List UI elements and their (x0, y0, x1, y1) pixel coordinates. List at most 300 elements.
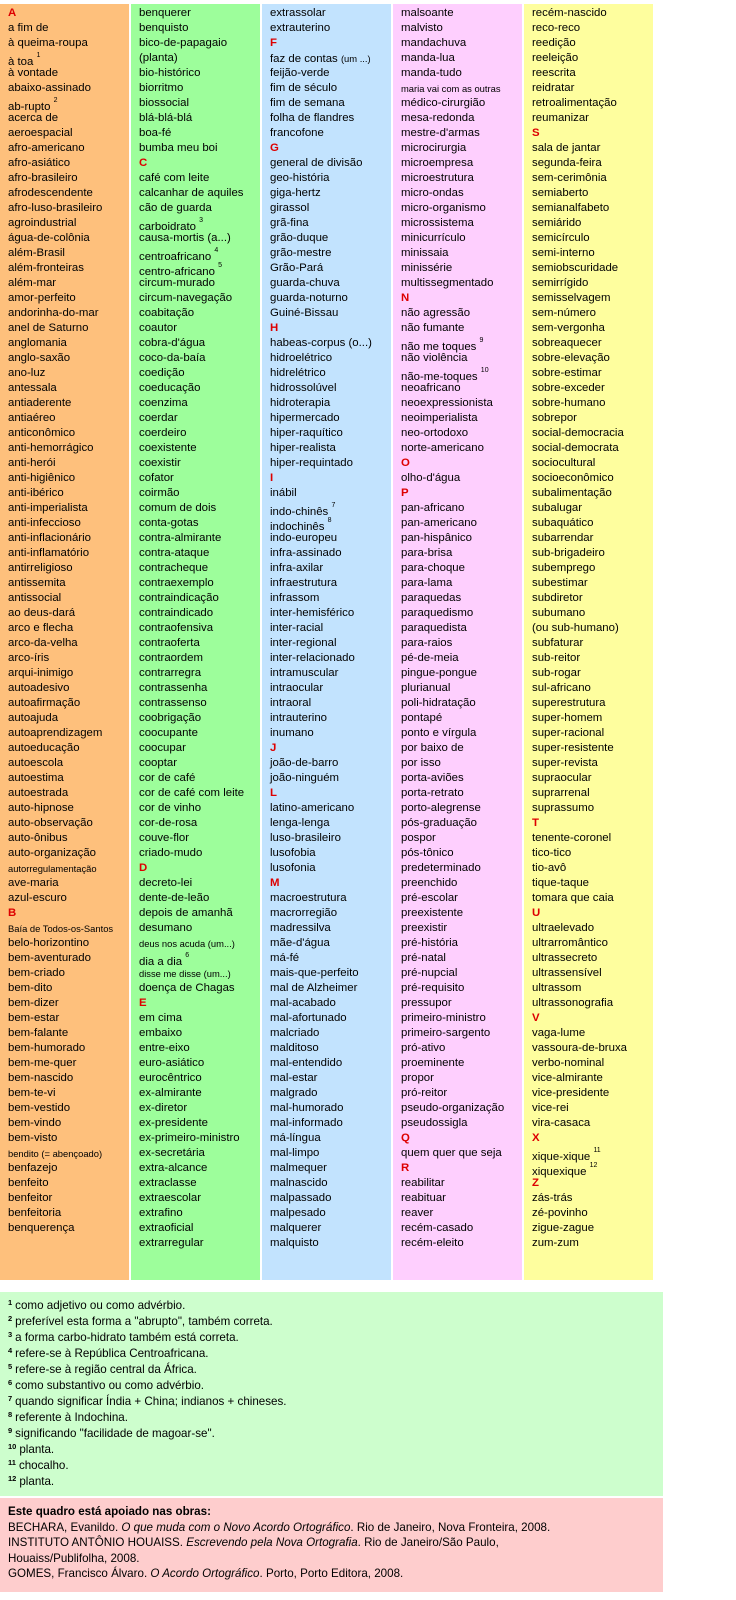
word-entry (270, 1071, 391, 1086)
entry-text: coabitação (139, 307, 195, 319)
word-entry (401, 171, 522, 186)
footnote-marker: 11 (593, 1147, 601, 1154)
word-entry (270, 111, 391, 126)
word-entry (8, 66, 129, 81)
entry-text: contra-ataque (139, 547, 210, 559)
footnote (8, 1314, 663, 1330)
word-entry (270, 216, 391, 231)
footnote-number: 8 (8, 1410, 13, 1419)
word-entry (532, 861, 653, 876)
entry-text: Grão-Pará (270, 262, 324, 274)
word-entry (270, 1086, 391, 1101)
word-entry (532, 636, 653, 651)
word-entry (401, 381, 522, 396)
word-entry (139, 1236, 260, 1251)
entry-text: primeiro-sargento (401, 1027, 491, 1039)
entry-text: agroindustrial (8, 217, 77, 229)
entry-text: malpassado (270, 1192, 332, 1204)
word-entry (270, 846, 391, 861)
word-entry (532, 546, 653, 561)
entry-text: mal de Alzheimer (270, 982, 358, 994)
word-entry (532, 186, 653, 201)
section-letter (8, 906, 129, 921)
word-entry (139, 711, 260, 726)
word-entry (532, 756, 653, 771)
entry-text: general de divisão (270, 157, 363, 169)
entry-text: contraofensiva (139, 622, 214, 634)
entry-text: bem-criado (8, 967, 65, 979)
reference-entry (8, 1520, 663, 1536)
word-entry (139, 96, 260, 111)
word-entry (139, 246, 260, 261)
entry-text: autoafirmação (8, 697, 81, 709)
word-entry (532, 471, 653, 486)
entry-text: vice-almirante (532, 1072, 603, 1084)
entry-text: mesa-redonda (401, 112, 475, 124)
word-entry (8, 696, 129, 711)
entry-text: mal-estar (270, 1072, 318, 1084)
entry-text: à vontade (8, 67, 59, 79)
entry-text: ultrassensível (532, 967, 602, 979)
entry-text: hidroterapia (270, 397, 331, 409)
word-entry (532, 306, 653, 321)
entry-text: preexistir (401, 922, 448, 934)
footnote-number: 10 (8, 1442, 17, 1451)
reference-text: GOMES, Francisco Álvaro. (8, 1567, 151, 1580)
entry-text: bem-te-vi (8, 1087, 56, 1099)
entry-text: pós-graduação (401, 817, 477, 829)
word-entry (8, 381, 129, 396)
word-entry (532, 771, 653, 786)
entry-text: pré-natal (401, 952, 446, 964)
entry-text: subalugar (532, 502, 583, 514)
word-entry (8, 546, 129, 561)
word-entry (532, 681, 653, 696)
entry-text: hipermercado (270, 412, 340, 424)
word-entry (532, 606, 653, 621)
word-entry (401, 1101, 522, 1116)
word-entry (8, 1056, 129, 1071)
entry-text: microcirurgia (401, 142, 467, 154)
word-entry (139, 1146, 260, 1161)
entry-text: feijão-verde (270, 67, 330, 79)
word-entry (270, 186, 391, 201)
word-entry (532, 1191, 653, 1206)
entry-text: malpesado (270, 1207, 326, 1219)
footnote-number: 9 (8, 1426, 13, 1435)
word-entry (8, 456, 129, 471)
word-entry (8, 1176, 129, 1191)
entry-text: plurianual (401, 682, 451, 694)
entry-text: malgrado (270, 1087, 318, 1099)
word-entry (139, 1056, 260, 1071)
word-entry (270, 696, 391, 711)
entry-text: folha de flandres (270, 112, 355, 124)
word-entry (8, 366, 129, 381)
entry-text: desumano (139, 922, 193, 934)
word-entry (8, 216, 129, 231)
word-entry (401, 981, 522, 996)
word-entry (532, 561, 653, 576)
entry-text: cão de guarda (139, 202, 212, 214)
word-entry (270, 231, 391, 246)
word-entry (401, 786, 522, 801)
word-entry (139, 456, 260, 471)
reference-text: BECHARA, Evanildo. (8, 1520, 122, 1534)
entry-text: sobreaquecer (532, 337, 602, 349)
entry-text: zigue-zague (532, 1222, 595, 1234)
entry-text: conta-gotas (139, 517, 199, 529)
word-entry (139, 786, 260, 801)
word-entry (401, 246, 522, 261)
word-entry (270, 801, 391, 816)
word-entry (401, 711, 522, 726)
entry-text: arqui-inimigo (8, 667, 74, 679)
word-entry (532, 936, 653, 951)
entry-text: autoaprendizagem (8, 727, 103, 739)
entry-text: paraquedista (401, 622, 467, 634)
word-entry (401, 471, 522, 486)
entry-text: V (532, 1012, 540, 1024)
entry-text: hiper-requintado (270, 457, 353, 469)
word-entry (139, 951, 260, 966)
word-entry (532, 951, 653, 966)
word-entry (8, 846, 129, 861)
entry-text: reaver (401, 1207, 434, 1219)
word-entry (8, 1191, 129, 1206)
word-entry (401, 126, 522, 141)
word-entry (8, 681, 129, 696)
footnote-text: quando significar Índia + China; indianos + chineses. (15, 1395, 287, 1408)
entry-text: subumano (532, 607, 586, 619)
entry-text: malmequer (270, 1162, 327, 1174)
word-entry (270, 861, 391, 876)
footnote (8, 1394, 663, 1410)
entry-text: bem-nascido (8, 1072, 74, 1084)
entry-text: couve-flor (139, 832, 190, 844)
word-entry (270, 486, 391, 501)
footnote-text: referente à Indochina. (15, 1411, 128, 1424)
word-entry (139, 1191, 260, 1206)
word-entry (270, 1131, 391, 1146)
footnote (8, 1410, 663, 1426)
word-entry (139, 936, 260, 951)
word-entry (8, 591, 129, 606)
word-entry (401, 666, 522, 681)
entry-text: auto-organização (8, 847, 97, 859)
entry-text: pan-hispânico (401, 532, 472, 544)
word-entry (139, 1206, 260, 1221)
entry-text: contrassenha (139, 682, 208, 694)
word-entry (270, 6, 391, 21)
entry-text: R (401, 1162, 410, 1174)
word-entry (139, 531, 260, 546)
word-entry (401, 351, 522, 366)
entry-text: fim de século (270, 82, 338, 94)
word-entry (270, 381, 391, 396)
footnote-marker: 7 (331, 502, 336, 509)
entry-text: abaixo-assinado (8, 82, 91, 94)
entry-text: hiper-realista (270, 442, 336, 454)
word-entry (139, 171, 260, 186)
entry-text: inábil (270, 487, 297, 499)
section-letter (270, 741, 391, 756)
footnote-marker: 5 (218, 262, 223, 269)
entry-text: doença de Chagas (139, 982, 235, 994)
word-entry (270, 711, 391, 726)
entry-text: subfaturar (532, 637, 584, 649)
entry-text: sala de jantar (532, 142, 601, 154)
word-entry (401, 606, 522, 621)
reference-text: . Rio de Janeiro/São Paulo, (357, 1536, 499, 1549)
entry-text: pós-tônico (401, 847, 454, 859)
word-entry (532, 921, 653, 936)
footnote-marker: 6 (185, 952, 190, 959)
word-column-3 (262, 4, 391, 1280)
entry-text: calcanhar de aquiles (139, 187, 244, 199)
entry-text: bem-me-quer (8, 1057, 77, 1069)
entry-text: extrafino (139, 1207, 183, 1219)
entry-text: contraoferta (139, 637, 200, 649)
entry-text: H (270, 322, 279, 334)
entry-text: anti-hemorrágico (8, 442, 94, 454)
entry-text: ultrassom (532, 982, 582, 994)
entry-text: por isso (401, 757, 441, 769)
section-letter (532, 1011, 653, 1026)
word-entry (532, 1146, 653, 1161)
entry-text: malvisto (401, 22, 443, 34)
word-entry (401, 546, 522, 561)
entry-text: sem-cerimônia (532, 172, 607, 184)
word-entry (8, 1026, 129, 1041)
entry-text: anel de Saturno (8, 322, 89, 334)
entry-text: autoestrada (8, 787, 69, 799)
entry-text: afro-asiático (8, 157, 71, 169)
word-entry (401, 231, 522, 246)
entry-text: reedição (532, 37, 576, 49)
entry-text: indo-chinês (270, 505, 329, 518)
entry-text: cofator (139, 472, 174, 484)
word-entry (139, 891, 260, 906)
word-entry (8, 1161, 129, 1176)
entry-text: benfeito (8, 1177, 49, 1189)
section-letter (139, 861, 260, 876)
entry-text: lusofobia (270, 847, 316, 859)
entry-text: coerdar (139, 412, 178, 424)
word-entry (270, 171, 391, 186)
entry-text: super-homem (532, 712, 603, 724)
word-entry (139, 426, 260, 441)
entry-text: pontapé (401, 712, 443, 724)
entry-text: porta-aviões (401, 772, 464, 784)
word-entry (401, 1086, 522, 1101)
entry-text: sociocultural (532, 457, 596, 469)
entry-text: ano-luz (8, 367, 46, 379)
entry-text: bumba meu boi (139, 142, 218, 154)
word-entry (532, 591, 653, 606)
word-entry (8, 966, 129, 981)
word-entry (8, 666, 129, 681)
entry-text: intraoral (270, 697, 312, 709)
entry-text: pseudossigla (401, 1117, 468, 1129)
word-entry (401, 741, 522, 756)
word-entry (139, 366, 260, 381)
entry-text: extraclasse (139, 1177, 197, 1189)
word-entry (139, 681, 260, 696)
word-entry (270, 771, 391, 786)
entry-text: retroalimentação (532, 97, 617, 109)
word-entry (401, 636, 522, 651)
entry-text: tio-avô (532, 862, 567, 874)
word-entry (401, 1041, 522, 1056)
word-entry (270, 651, 391, 666)
word-entry (401, 1011, 522, 1026)
word-entry (139, 66, 260, 81)
entry-text: sul-africano (532, 682, 591, 694)
entry-text: antissemita (8, 577, 66, 589)
footnote-text: planta. (19, 1443, 55, 1456)
entry-text: bem-vindo (8, 1117, 62, 1129)
footnote-text: significando "facilidade de magoar-se". (15, 1427, 215, 1440)
word-entry (8, 291, 129, 306)
footnote-text: como substantivo ou como advérbio. (15, 1379, 204, 1392)
word-entry (8, 186, 129, 201)
word-entry (139, 846, 260, 861)
footnote (8, 1330, 663, 1346)
entry-text: verbo-nominal (532, 1057, 605, 1069)
footnote (8, 1362, 663, 1378)
entry-text: super-resistente (532, 742, 614, 754)
entry-text: anti-imperialista (8, 502, 88, 514)
entry-text: micro-ondas (401, 187, 464, 199)
word-entry (270, 1101, 391, 1116)
entry-text: lusofonia (270, 862, 316, 874)
word-entry (270, 96, 391, 111)
word-entry (401, 216, 522, 231)
word-entry (401, 1206, 522, 1221)
word-entry (270, 1146, 391, 1161)
entry-text: subaquático (532, 517, 594, 529)
word-entry (139, 771, 260, 786)
word-entry (139, 186, 260, 201)
entry-text: supraocular (532, 772, 592, 784)
entry-text: X (532, 1132, 540, 1144)
footnote-text: a forma carbo-hidrato também está correta. (15, 1331, 239, 1344)
entry-text: arco e flecha (8, 622, 74, 634)
entry-text: auto-observação (8, 817, 93, 829)
word-entry (532, 396, 653, 411)
reference-text: . Porto, Porto Editora, 2008. (259, 1567, 404, 1580)
entry-text: café com leite (139, 172, 210, 184)
entry-text: benquisto (139, 22, 189, 34)
entry-text: além-mar (8, 277, 57, 289)
word-entry (139, 336, 260, 351)
word-entry (532, 1086, 653, 1101)
word-entry (532, 1101, 653, 1116)
footnote-number: 7 (8, 1394, 13, 1403)
entry-text: eurocêntrico (139, 1072, 202, 1084)
word-entry (139, 981, 260, 996)
entry-text: tique-taque (532, 877, 589, 889)
entry-text: mal-limpo (270, 1147, 320, 1159)
word-entry (532, 411, 653, 426)
entry-text: autoescola (8, 757, 64, 769)
word-entry (139, 1131, 260, 1146)
word-entry (401, 651, 522, 666)
word-entry (401, 1221, 522, 1236)
entry-text: comum de dois (139, 502, 217, 514)
word-entry (401, 111, 522, 126)
section-letter (532, 906, 653, 921)
word-entry (401, 996, 522, 1011)
word-entry (532, 351, 653, 366)
entry-text: dente-de-leão (139, 892, 210, 904)
word-entry (270, 621, 391, 636)
entry-text: superestrutura (532, 697, 606, 709)
footnote (8, 1378, 663, 1394)
word-entry (532, 891, 653, 906)
entry-text: cor de vinho (139, 802, 202, 814)
entry-text: U (532, 907, 541, 919)
entry-text: para-raios (401, 637, 453, 649)
word-entry (8, 861, 129, 876)
word-entry (270, 1116, 391, 1131)
entry-text: intraocular (270, 682, 324, 694)
entry-text: para-choque (401, 562, 465, 574)
word-entry (139, 966, 260, 981)
word-entry (401, 1071, 522, 1086)
footnote-text: refere-se à República Centroafricana. (15, 1347, 209, 1360)
entry-text: porto-alegrense (401, 802, 481, 814)
entry-text: anglo-saxão (8, 352, 71, 364)
entry-text: poli-hidratação (401, 697, 476, 709)
entry-text: inumano (270, 727, 314, 739)
word-entry (401, 576, 522, 591)
entry-text: à queima-roupa (8, 37, 88, 49)
word-entry (532, 291, 653, 306)
word-entry (270, 906, 391, 921)
footnote-number: 2 (8, 1314, 13, 1323)
entry-text: semicírculo (532, 232, 590, 244)
word-entry (532, 651, 653, 666)
word-entry (139, 216, 260, 231)
word-entry (270, 1026, 391, 1041)
entry-text: benfeitoria (8, 1207, 62, 1219)
word-entry (139, 471, 260, 486)
entry-text: pré-nupcial (401, 967, 458, 979)
entry-text: quem quer que seja (401, 1147, 502, 1159)
entry-text: mal-informado (270, 1117, 343, 1129)
entry-text: Q (401, 1132, 410, 1144)
entry-text: bem-visto (8, 1132, 58, 1144)
entry-text: circum-navegação (139, 292, 233, 304)
word-entry (532, 66, 653, 81)
entry-text: socioeconômico (532, 472, 614, 484)
entry-text: reidratar (532, 82, 575, 94)
word-entry (8, 321, 129, 336)
reference-title: Escrevendo pela Nova Ortografia (186, 1536, 358, 1549)
word-entry (532, 171, 653, 186)
word-entry (8, 81, 129, 96)
word-entry (532, 51, 653, 66)
word-entry (401, 96, 522, 111)
word-entry (532, 1206, 653, 1221)
section-letter (532, 126, 653, 141)
word-entry (270, 1056, 391, 1071)
entry-text: vassoura-de-bruxa (532, 1042, 627, 1054)
word-entry (139, 231, 260, 246)
entry-text: má-língua (270, 1132, 321, 1144)
